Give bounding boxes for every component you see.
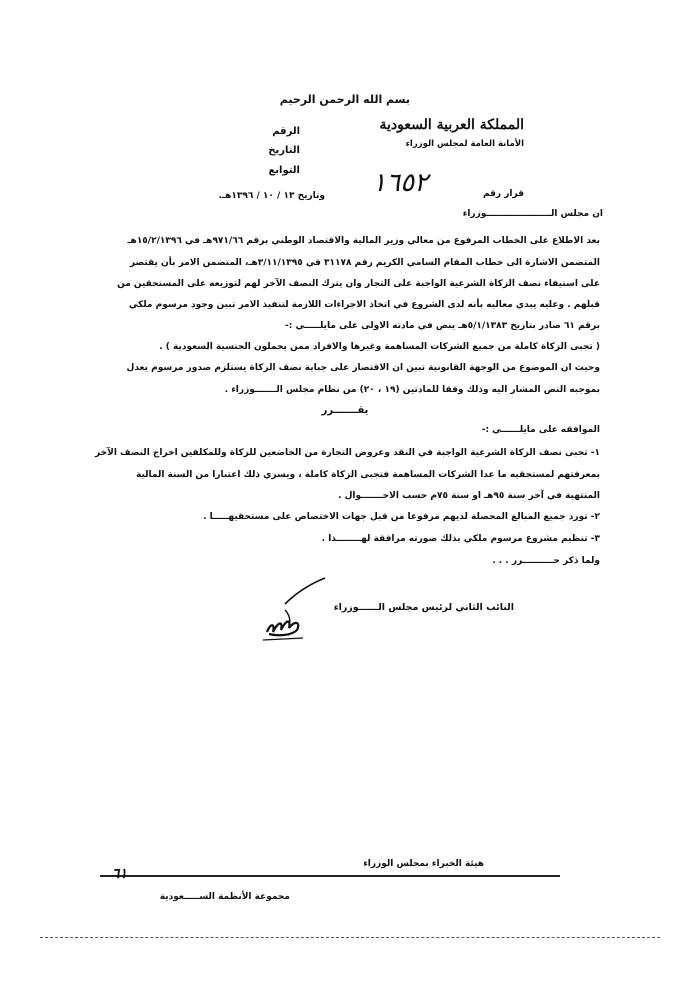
item-line: المنتهية في آخر سنة ٩٥هـ او سنة ٧٥م حسب الاحـــــــوال . xyxy=(338,491,600,501)
date-label: التاريخ xyxy=(268,145,300,156)
body-line: المتضمن الاشارة الى خطاب المقام السامي الكريم رقم ٣١١٧٨ في ٣/١١/١٣٩٥هـ، المتضمن الامر بأن يقتصر xyxy=(129,258,600,268)
body-line: بموجبه النص المشار اليه وذلك وفقا للمادتين (١٩ ، ٢٠) من نظام مجلس الـــــــوزراء . xyxy=(224,385,600,395)
item-line: ولما ذكر حــــــــــرر . . . xyxy=(492,556,600,566)
item-line: ٢- تورد جميع المبالغ المحصلة لديهم مرفوعا من قبل جهات الاختصاص على مستحقيهـــــا . xyxy=(203,512,600,522)
body-line: قبلهم . وعليه يبدي معاليه بأنه لدى الشروع في اتخاذ الاجراءات اللازمة لتنفيذ الامر تبين وجود مرسوم ملكي xyxy=(128,300,600,310)
body-line: ( تجبى الزكاة كاملة من جميع الشركات المساهمة وغيرها والافراد ممن يحملون الجنسية السعودية ) . xyxy=(159,342,600,352)
body-line: برقم ٦١ صادر بتاريخ ٥/١/١٣٨٣هـ ينص في مادته الاولى على مايلـــــي :- xyxy=(285,321,600,331)
signature-title: النائب الثاني لرئيس مجلس الــــــوزراء xyxy=(333,602,514,613)
decision-number: ١٦٥٢ xyxy=(372,168,428,198)
handwritten-signature xyxy=(255,570,335,650)
item-line: بمعرفتهم لمستحقيه ما عدا الشركات المساهمة فتجبى الزكاة كاملة ، ويسري ذلك اعتبارا من السنة المالية xyxy=(136,470,600,480)
decision-date: وتاريخ ١٣ / ١٠ / ١٣٩٦هـ. xyxy=(218,191,325,201)
footer-rule xyxy=(100,875,560,877)
kingdom-title: المملكة العربية السعودية xyxy=(379,117,524,133)
secretariat-title: الأمانة العامة لمجلس الوزراء xyxy=(405,139,524,149)
decision-prefix: قرار رقم xyxy=(482,189,524,199)
footer-collection: مجموعة الأنظمة الســـــعودية xyxy=(159,892,290,902)
page-number: ٦١ xyxy=(112,866,128,882)
body-line: وحيث ان الموضوع من الوجهة القانونية تبين ان الاقتصار على جباية نصف الزكاة يستلزم صدور مرسوم يعدل xyxy=(126,363,600,373)
item-line: ١- تجبى نصف الزكاة الشرعية الواجبة في النقد وعروض التجارة من الخاضعين للزكاة وللمكلفين اخراج النصف الآخر xyxy=(95,448,600,458)
number-label: الرقم xyxy=(272,126,300,137)
body-line: بعد الاطلاع على الخطاب المرفوع من معالي وزير المالية والاقتصاد الوطني برقم ٩٧١/٦٦هـ في ١٥/٢/١٣٩٦هـ xyxy=(127,236,600,246)
approval-line: الموافقه على مايلــــــي :- xyxy=(481,425,600,435)
scan-edge-line xyxy=(40,937,660,938)
salutation: ان مجلس الـــــــــــــــــــــوزراء xyxy=(462,209,603,219)
footer-agency: هيئة الخبراء بمجلس الوزراء xyxy=(363,859,484,869)
attachments-label: التوابع xyxy=(268,165,300,176)
item-line: ٣- تنظيم مشروع مرسوم ملكي بذلك صورته مرافقة لهــــــــذا . xyxy=(321,534,600,544)
basmala: بسم الله الرحمن الرحيم xyxy=(279,93,410,106)
body-line: على استيفاء نصف الزكاة الشرعية الواجبة على التجار وان يترك النصف الآخر لهم لتوزيعه على المستحقين من xyxy=(117,279,600,289)
decides-heading: يقـــــــرر xyxy=(321,405,369,416)
